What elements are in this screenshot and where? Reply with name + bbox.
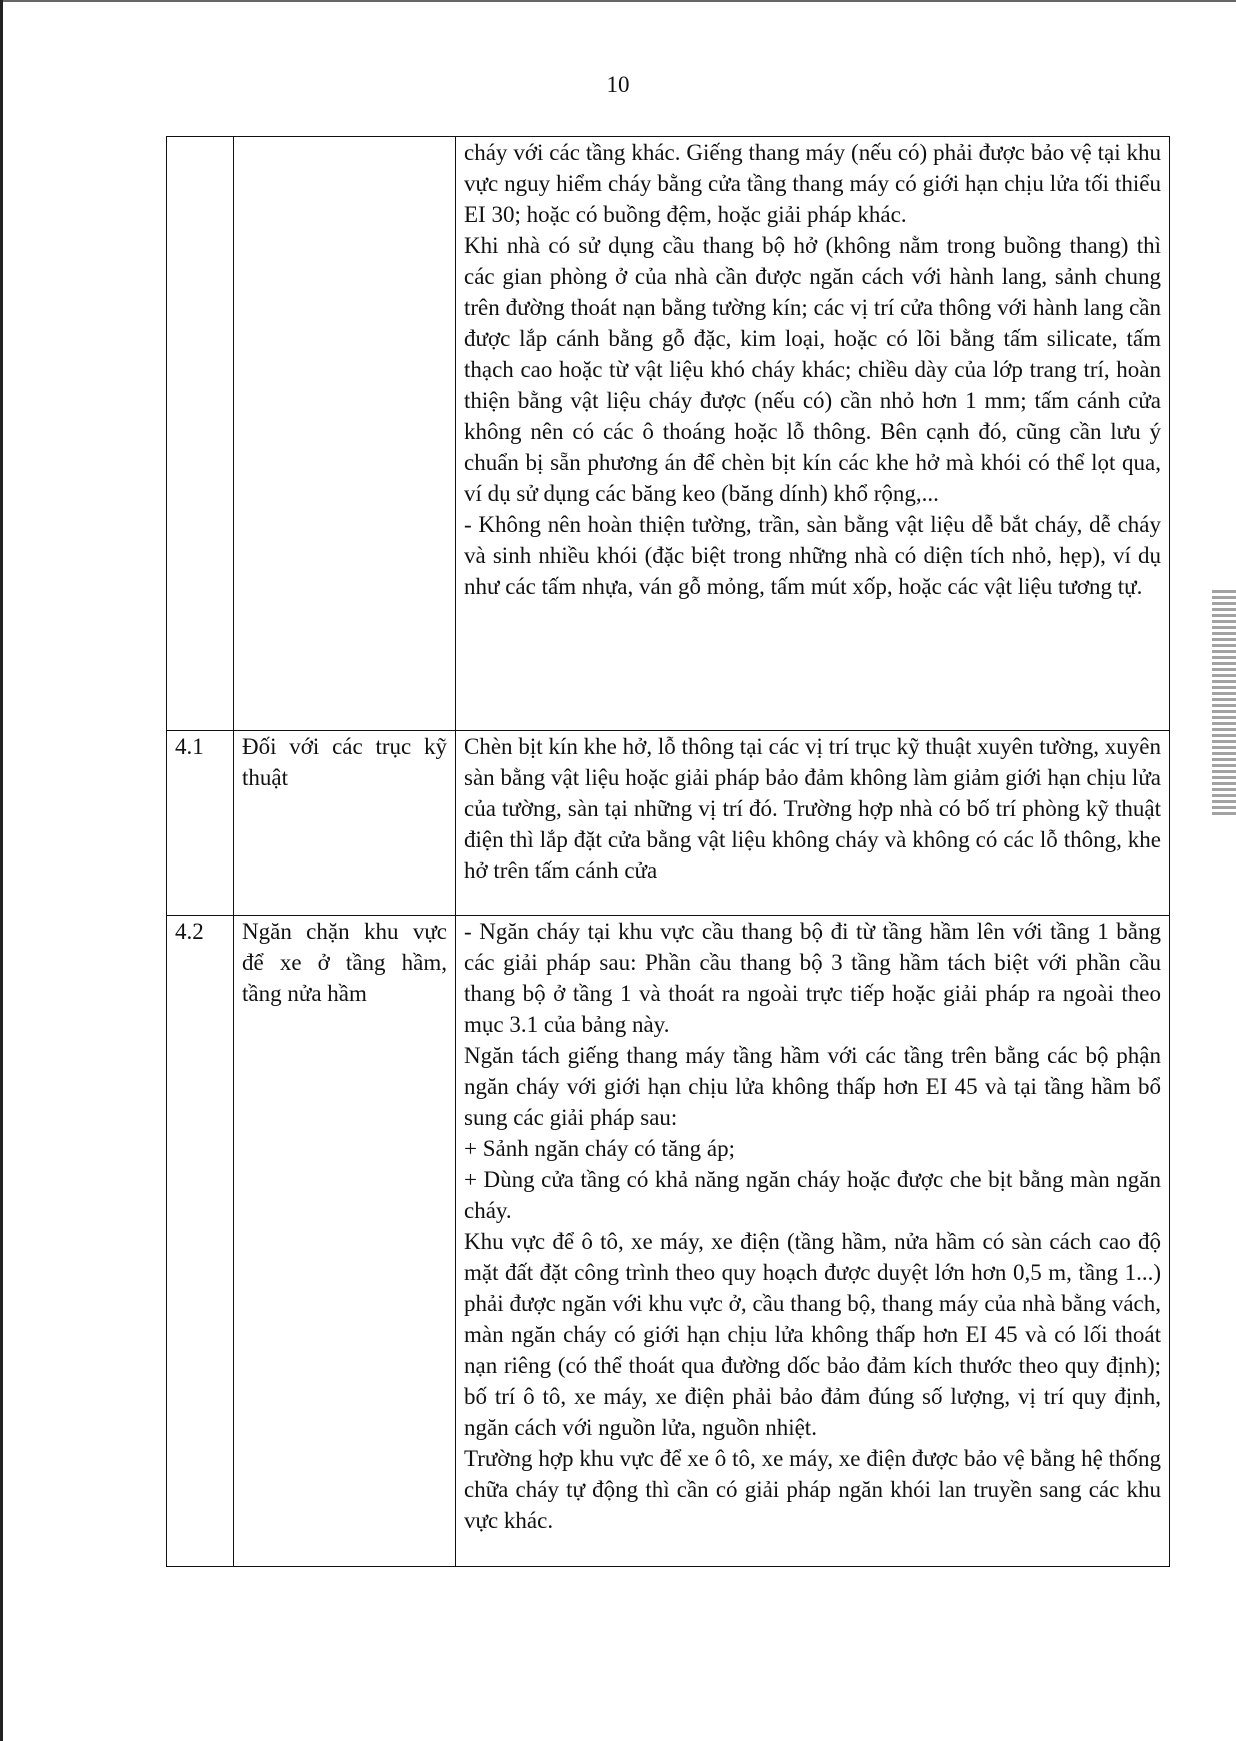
seal-stamp-fragment	[1212, 590, 1236, 815]
content-paragraph: cháy với các tầng khác. Giếng thang máy (nếu có) phải được bảo vệ tại khu vực nguy hiểm cháy bằng cửa tầng thang máy có giới hạn chịu lửa tối thiểu EI 30; hoặc có buồng đệm, hoặc giải pháp khác.	[464, 140, 1161, 227]
content-paragraph: Khu vực để ô tô, xe máy, xe điện (tầng hầm, nửa hầm có sàn cách cao độ mặt đất đặt công trình theo quy hoạch được duyệt lớn hơn 0,5 m, tầng 1...) phải được ngăn với khu vực ở, cầu thang bộ, thang máy của nhà bằng vách, màn ngăn cháy có giới hạn chịu lửa không thấp hơn EI 45 và có lối thoát nạn riêng (có thể thoát qua đường dốc bảo đảm kích thước theo quy định); bố trí ô tô, xe máy, xe điện phải bảo đảm đúng số lượng, vị trí quy định, ngăn cách với nguồn lửa, nguồn nhiệt.	[464, 1229, 1161, 1440]
row-content-cell	[456, 916, 1170, 1567]
content-paragraph: - Ngăn cháy tại khu vực cầu thang bộ đi từ tầng hầm lên với tầng 1 bằng các giải pháp sau: Phần cầu thang bộ 3 tầng hầm tách biệt với phần cầu thang bộ ở tầng 1 và thoát ra ngoài trực tiếp hoặc giải pháp ra ngoài theo mục 3.1 của bảng này.	[464, 919, 1161, 1037]
row-item-cell: Ngăn chặn khu vực để xe ở tầng hầm, tầng nửa hầm	[234, 916, 456, 1567]
content-paragraph: + Sảnh ngăn cháy có tăng áp;	[464, 1136, 736, 1161]
row-number-cell	[167, 137, 234, 731]
row-item-cell: Đối với các trục kỹ thuật	[234, 731, 456, 916]
content-paragraph: - Không nên hoàn thiện tường, trần, sàn bằng vật liệu dễ bắt cháy, dễ cháy và sinh nhiều khói (đặc biệt trong những nhà có diện tích nhỏ, hẹp), ví dụ như các tấm nhựa, ván gỗ mỏng, tấm mút xốp, hoặc các vật liệu tương tự.	[464, 512, 1161, 599]
content-paragraph: Khi nhà có sử dụng cầu thang bộ hở (không nằm trong buồng thang) thì các gian phòng ở của nhà cần được ngăn cách với hành lang, sảnh chung trên đường thoát nạn bằng tường kín; các vị trí cửa thông với hành lang cần được lắp cánh bằng gỗ đặc, kim loại, hoặc có lõi bằng tấm silicate, tấm thạch cao hoặc từ vật liệu khó cháy khác; chiều dày của lớp trang trí, hoàn thiện bằng vật liệu cháy được (nếu có) cần nhỏ hơn 1 mm; tấm cánh cửa không nên có các ô thoáng hoặc lỗ thông. Bên cạnh đó, cũng cần lưu ý chuẩn bị sẵn phương án để chèn bịt kín các khe hở mà khói có thể lọt qua, ví dụ sử dụng các băng keo (băng dính) khổ rộng,...	[464, 233, 1161, 506]
content-paragraph: + Dùng cửa tầng có khả năng ngăn cháy hoặc được che bịt bằng màn ngăn cháy.	[464, 1167, 1161, 1223]
content-paragraph: Trường hợp khu vực để xe ô tô, xe máy, xe điện được bảo vệ bằng hệ thống chữa cháy tự động thì cần có giải pháp ngăn khói lan truyền sang các khu vực khác.	[464, 1446, 1161, 1533]
row-number-cell: 4.1	[167, 731, 234, 916]
table-row	[167, 916, 1170, 1567]
content-table	[166, 136, 1170, 1567]
table-row	[167, 137, 1170, 731]
content-paragraph: Chèn bịt kín khe hở, lỗ thông tại các vị trí trục kỹ thuật xuyên tường, xuyên sàn bằng vật liệu hoặc giải pháp bảo đảm không làm giảm giới hạn chịu lửa của tường, sàn tại những vị trí đó. Trường hợp nhà có bố trí phòng kỹ thuật điện thì lắp đặt cửa bằng vật liệu không cháy và không có các lỗ thông, khe hở trên tấm cánh cửa	[464, 734, 1161, 883]
content-paragraph: Ngăn tách giếng thang máy tầng hầm với các tầng trên bằng các bộ phận ngăn cháy với giới hạn chịu lửa không thấp hơn EI 45 và tại tầng hầm bổ sung các giải pháp sau:	[464, 1043, 1161, 1130]
row-content-cell	[456, 137, 1170, 731]
table-row	[167, 731, 1170, 916]
page-left-edge	[0, 0, 3, 1741]
row-content-cell	[456, 731, 1170, 916]
row-number-cell: 4.2	[167, 916, 234, 1567]
row-item-cell	[234, 137, 456, 731]
page-number: 10	[606, 72, 630, 97]
page-top-edge	[0, 0, 1236, 2]
